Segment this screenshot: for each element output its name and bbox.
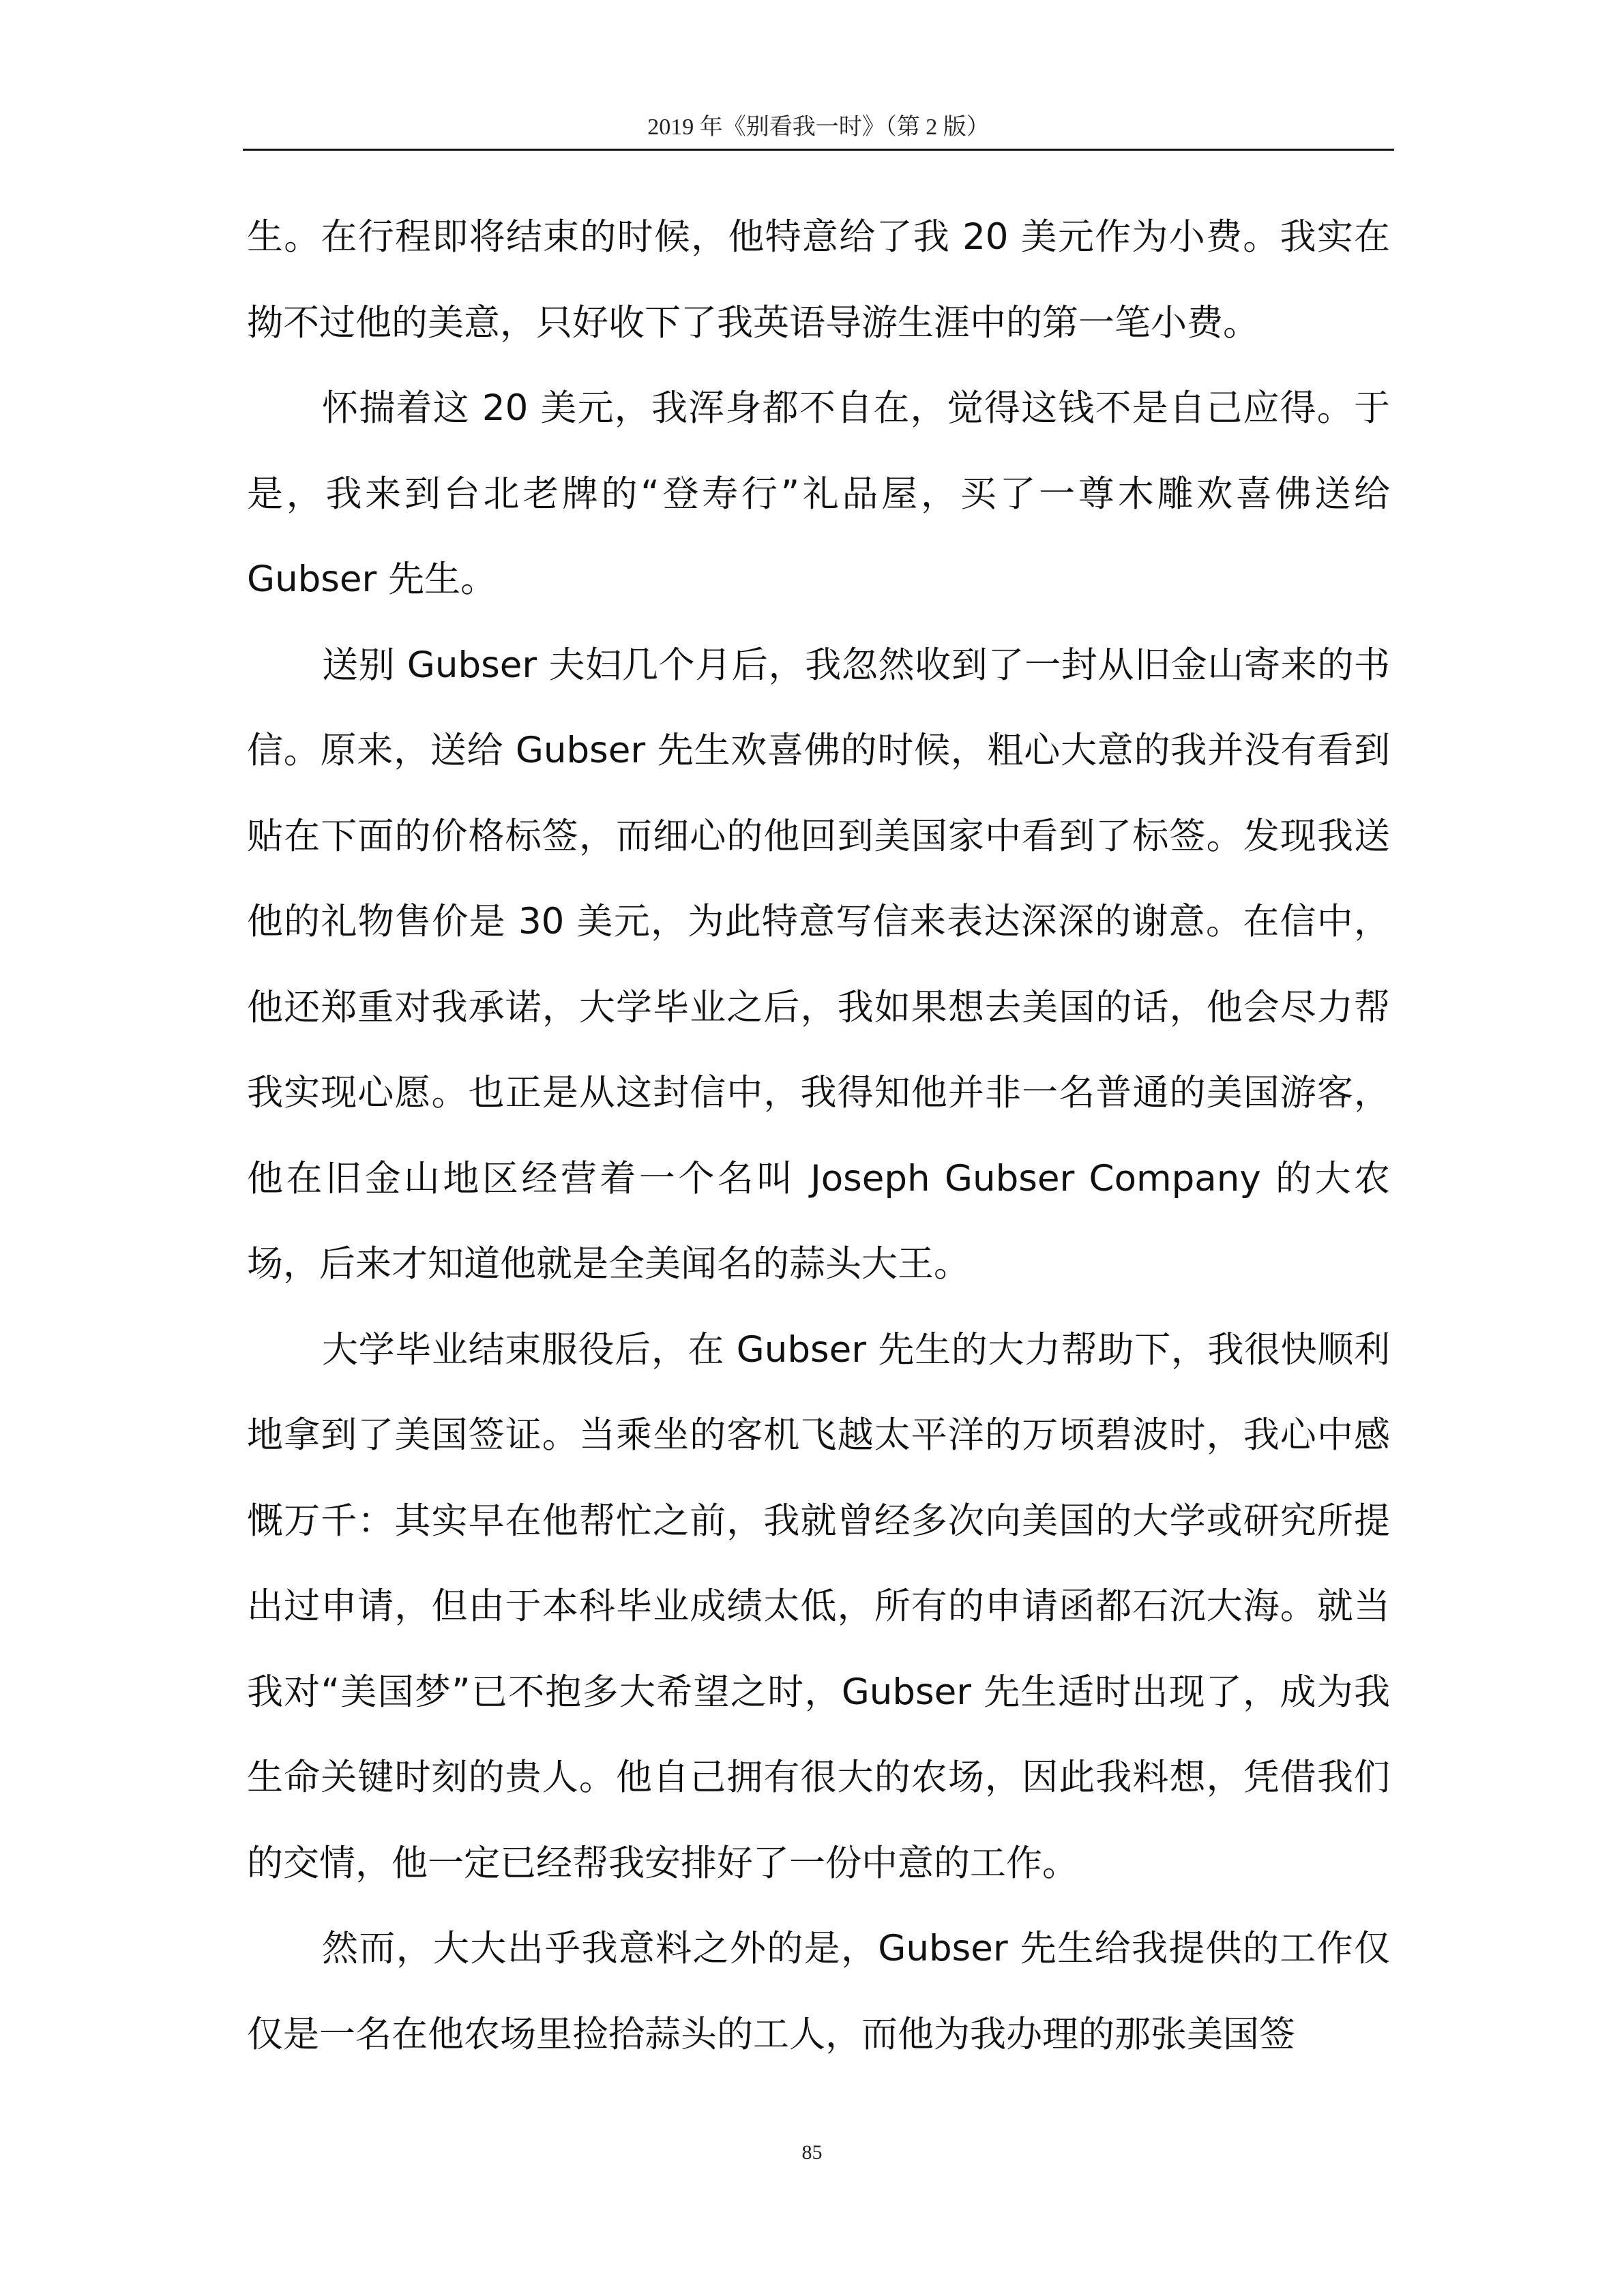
- paragraph-continued: 生。在行程即将结束的时候，他特意给了我 20 美元作为小费。我实在拗不过他的美意，只好收下了我英语导游生涯中的第一笔小费。: [247, 216, 1390, 344]
- header-rule: [243, 149, 1394, 151]
- paragraph: 大学毕业结束服役后，在 Gubser 先生的大力帮助下，我很快顺利地拿到了美国签证。当乘坐的客机飞越太平洋的万顷碧波时，我心中感慨万千：其实早在他帮忙之前，我就曾经多次向美国的大学或研究所提出过申请，但由于本科毕业成绩太低，所有的申请函都石沉大海。就当我对“美国梦”已不抱多大希望之时，Gubser 先生适时出现了，成为我生命关键时刻的贵人。他自己拥有很大的农场，因此我料想，凭借我们的交情，他一定已经帮我安排好了一份中意的工作。: [247, 1328, 1390, 1884]
- body-text: [247, 194, 1390, 2077]
- paragraph: 然而，大大出乎我意料之外的是，Gubser 先生给我提供的工作仅仅是一名在他农场里捡拾蒜头的工人，而他为我办理的那张美国签: [247, 1928, 1390, 2055]
- paragraph: 怀揣着这 20 美元，我浑身都不自在，觉得这钱不是自己应得。于是，我来到台北老牌的“登寿行”礼品屋，买了一尊木雕欢喜佛送给 Gubser 先生。: [247, 387, 1390, 600]
- paragraph: 送别 Gubser 夫妇几个月后，我忽然收到了一封从旧金山寄来的书信。原来，送给 Gubser 先生欢喜佛的时候，粗心大意的我并没有看到贴在下面的价格标签，而细心的他回到美国家中看到了标签。发现我送他的礼物售价是 30 美元，为此特意写信来表达深深的谢意。在信中，他还郑重对我承诺，大学毕业之后，我如果想去美国的话，他会尽力帮我实现心愿。也正是从这封信中，我得知他并非一名普通的美国游客，他在旧金山地区经营着一个名叫 Joseph Gubser Company 的大农场，后来才知道他就是全美闻名的蒜头大王。: [247, 644, 1390, 1285]
- running-header: 2019 年《别看我一时》（第 2 版）: [647, 115, 990, 140]
- page-number: 85: [801, 2141, 823, 2164]
